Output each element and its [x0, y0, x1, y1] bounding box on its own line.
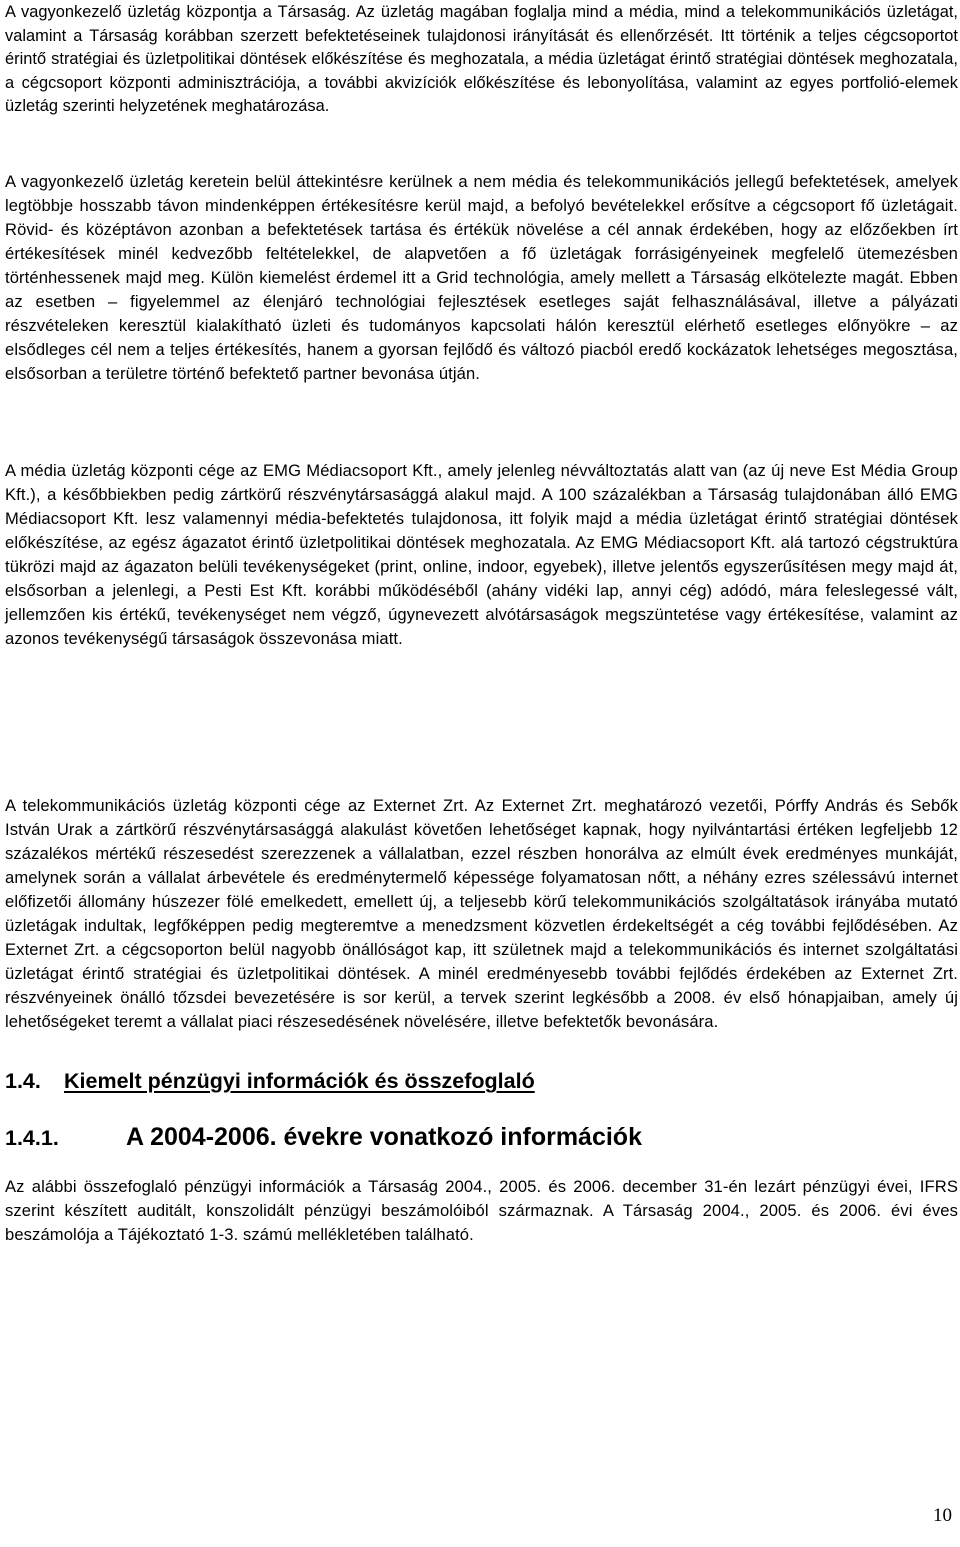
paragraph-financial-summary-source: Az alábbi összefoglaló pénzügyi információk a Társaság 2004., 2005. és 2006. december 31-én lezárt pénzügyi évei, IFRS szerint készített auditált, konszolidált pénzügyi beszámolóiból származnak. A Társaság 2004., 2005. és 2006. évi éves beszámolója a Tájékoztató 1-3. számú mellékletében található. — [5, 1177, 958, 1244]
paragraph-asset-management-overview: A vagyonkezelő üzletág központja a Társaság. Az üzletág magában foglalja mind a média, mind a telekommunikációs üzletágat, valamint a Társaság korábban szerzett befektetéseinek tulajdonosi irányítását és ellenőrzését. Itt történik a teljes cégcsoportot érintő stratégiai és üzletpolitikai döntések előkészítése és meghozatala, a média üzletágat érintő stratégiai döntések meghozatala, a cégcsoport központi adminisztrációja, a további akvizíciók előkészítése és lebonyolítása, valamint az egyes portfolió-elemek üzletág szerinti helyzetének meghatározása. — [5, 3, 958, 116]
page-number: 10 — [933, 1505, 952, 1526]
paragraph-media-business: A média üzletág központi cége az EMG Médiacsoport Kft., amely jelenleg névváltoztatás alatt van (az új neve Est Média Group Kft.), a későbbiekben pedig zártkörű részvénytársasággá alakul majd. A 100 százalékban a Társaság tulajdonában álló EMG Médiacsoport Kft. lesz valamennyi média-befektetés tulajdonosa, itt folyik majd a média üzletágat érintő stratégiai döntések előkészítése, az egész ágazatot érintő üzletpolitikai döntések meghozatala. Az EMG Médiacsoport Kft. alá tartozó cégstruktúra tükrözi majd az ágazaton belüli tevékenységeket (print, online, indoor, egyebek), illetve jelentős egyszerűsítésen megy majd át, elsősorban a jelenlegi, a Pesti Est Kft. korábbi működéséből (ahány vidéki lap, annyi cég) adódó, mára feleslegessé vált, jellemzően kis értékű, tevékenységet nem végző, úgynevezett alvótársaságok megszüntetése vagy értékesítése, valamint az azonos tevékenységű társaságok összevonása miatt. — [5, 461, 958, 648]
subsection-heading-1-4-1 — [5, 1121, 642, 1154]
subsection-title: A 2004-2006. évekre vonatkozó információk — [126, 1123, 642, 1151]
section-number: 1.4. — [5, 1069, 41, 1093]
section-heading-1-4 — [5, 1067, 535, 1095]
section-title: Kiemelt pénzügyi információk és összefoglaló — [64, 1069, 535, 1093]
paragraph-telecom-business: A telekommunikációs üzletág központi cége az Externet Zrt. Az Externet Zrt. meghatározó vezetői, Pórffy András és Sebők István Urak a zártkörű részvénytársasággá alakulást követően lehetőséget kapnak, hogy nyilvántartási értéken legfeljebb 12 százalékos mértékű részesedést szerezzenek a vállalatban, ezzel részben honorálva az elmúlt évek eredményes munkáját, amelynek során a vállalat árbevétele és eredménytermelő képessége folyamatosan nőtt, a néhány ezres szélessávú internet előfizetői állomány húszezer fölé emelkedett, emellett új, a teljesebb körű telekommunikációs szolgáltatások irányába mutató üzletágak indultak, legfőképpen pedig megteremtve a menedzsment közvetlen érdekeltségét a cég további fejlődésében. Az Externet Zrt. a cégcsoporton belül nagyobb önállóságot kap, itt születnek majd a telekommunikációs és internet szolgáltatási üzletágat érintő stratégiai és üzletpolitikai döntések. A minél eredményesebb további fejlődés érdekében az Externet Zrt. részvényeinek önálló tőzsdei bevezetésére is sor kerül, a tervek szerint legkésőbb a 2008. év első hónapjaiban, amely új lehetőségeket teremt a vállalat piaci részesedésének növelésére, illetve befektetők bevonására. — [5, 796, 958, 1031]
subsection-number: 1.4.1. — [5, 1126, 59, 1150]
paragraph-non-media-investments: A vagyonkezelő üzletág keretein belül áttekintésre kerülnek a nem média és telekommunikációs jellegű befektetések, amelyek legtöbbje hosszabb távon mindenképpen értékesítésre kerül majd, a befolyó bevételekkel erősítve a cégcsoport fő üzletágait. Rövid- és középtávon azonban a befektetések tartása és értékük növelése a cél annak érdekében, hogy az előzőekben írt értékesítések minél kedvezőbb feltételekkel, de alapvetően a fő üzletágak forrásigényeinek megfelelő ütemezésben történhessenek majd meg. Külön kiemelést érdemel itt a Grid technológia, amely mellett a Társaság elkötelezte magát. Ebben az esetben – figyelemmel az élenjáró technológiai fejlesztések esetleges saját felhasználásával, illetve a pályázati részvételeken keresztül kialakítható üzleti és tudományos kapcsolati hálón keresztül elérhető esetleges előnyökre – az elsődleges cél nem a teljes értékesítés, hanem a gyorsan fejlődő és változó piacból eredő kockázatok lehetséges megosztása, elsősorban a területre történő befektető partner bevonása útján. — [5, 172, 958, 383]
